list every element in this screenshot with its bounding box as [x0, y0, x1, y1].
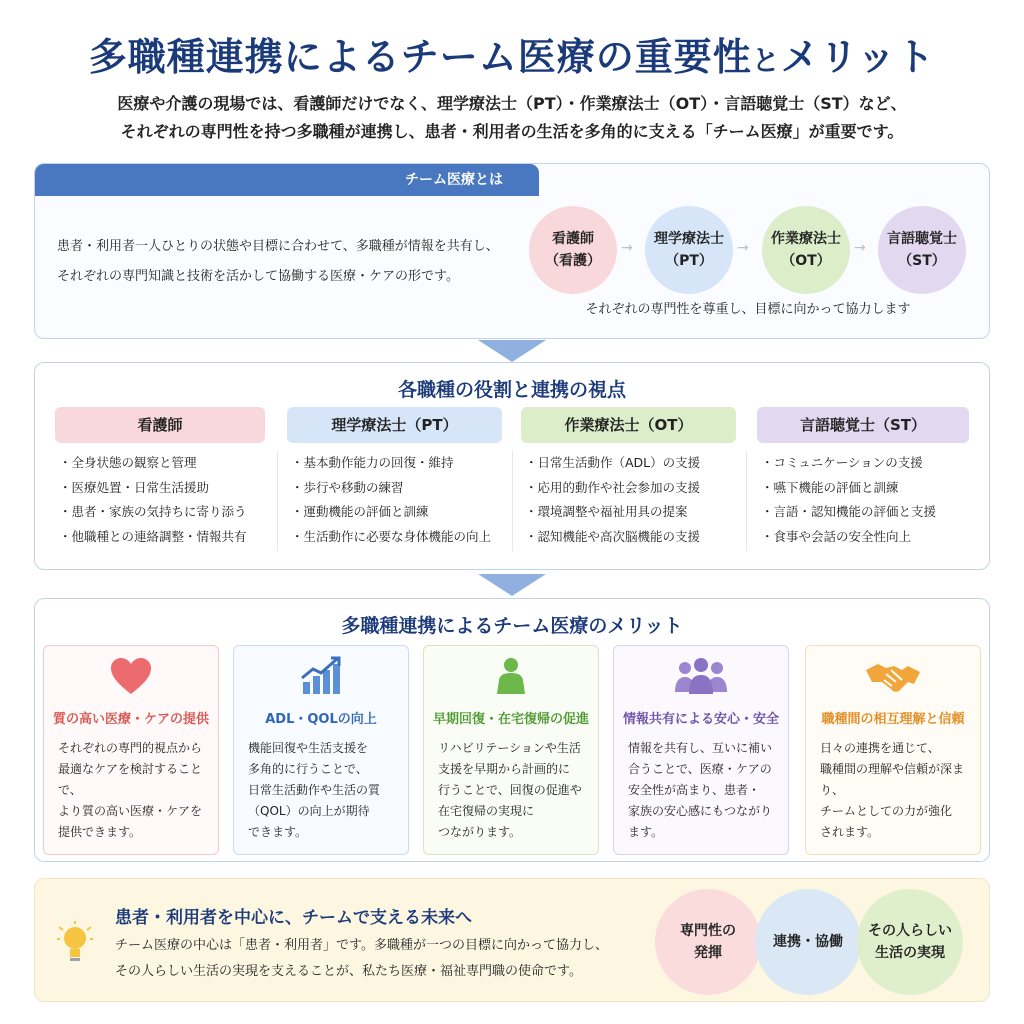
list-item: ・生活動作に必要な身体機能の向上: [291, 528, 492, 544]
merit-title: ADL・QOLの向上: [265, 712, 377, 727]
future-section: [34, 878, 990, 1002]
circle-label: その人らしい: [868, 923, 952, 939]
merit-card-info-sharing: [613, 645, 789, 855]
merit-text: [438, 738, 590, 843]
merit-line: リハビリテーションや生活: [438, 741, 581, 755]
role-list-nurse: [59, 451, 265, 549]
list-item: ・コミュニケーションの支援: [761, 455, 923, 470]
future-title: 患者・利用者を中心に、チームで支える未来へ: [115, 908, 472, 928]
circle-label: 看護師: [552, 231, 594, 247]
intro-text: [40, 90, 984, 146]
merit-line: できます。: [248, 825, 308, 839]
merit-line: 行うことで、回復の促進や: [438, 783, 582, 797]
merits-heading: 多職種連携によるチーム医療のメリット: [341, 615, 683, 637]
page-title: [0, 26, 1024, 81]
arrow-right-icon: →: [621, 240, 633, 256]
column-divider: [277, 451, 278, 551]
list-item: ・基本動作能力の回復・維持: [291, 455, 454, 470]
circle-collaboration: [755, 889, 861, 995]
merit-line: つながります。: [438, 825, 522, 839]
circle-sublabel: 発揮: [694, 945, 722, 961]
circle-pt: [645, 206, 733, 294]
list-item: ・応用的動作や社会参加の支援: [525, 479, 701, 495]
merit-line: 多角的に行うことで、: [248, 762, 368, 776]
circle-st: [878, 206, 966, 294]
merit-line: 最適なケアを検討することで、: [58, 762, 203, 797]
merit-title: 早期回復・在宅復帰の促進: [432, 712, 589, 727]
about-line-1: 患者・利用者一人ひとりの状態や目標に合わせて、多職種が情報を共有し、: [57, 239, 499, 254]
group-icon: [614, 656, 788, 696]
circle-nurse: [529, 206, 617, 294]
merit-line: 安全性が高まり、患者・: [628, 783, 761, 797]
merit-card-early-recovery: [423, 645, 599, 855]
circle-label: 専門性の: [680, 923, 736, 939]
list-item: ・医療処置・日常生活援助: [59, 479, 210, 495]
role-list-ot: [525, 451, 737, 549]
merit-line: ます。: [628, 825, 664, 839]
circle-sublabel: （OT）: [781, 253, 831, 269]
title-connector: と: [751, 44, 781, 77]
section-tab: チーム医療とは: [35, 164, 539, 196]
merit-title: 質の高い医療・ケアの提供: [52, 712, 209, 727]
circle-sublabel: （PT）: [665, 253, 713, 269]
circle-sublabel: （看護）: [545, 253, 601, 269]
about-description: [57, 232, 527, 292]
role-header-nurse: 看護師: [55, 407, 265, 443]
merit-line: （QOL）の向上が期待: [248, 804, 370, 818]
arrow-right-icon: →: [737, 240, 749, 256]
role-header-ot: 作業療法士（OT）: [521, 407, 736, 443]
list-item: ・日常生活動作（ADL）の支援: [525, 455, 701, 470]
list-item: ・全身状態の観察と管理: [59, 455, 197, 470]
circle-self-realization: [857, 889, 963, 995]
heart-icon: [44, 656, 218, 696]
merit-line: 家族の安心感にもつながり: [628, 804, 773, 818]
merit-line: 日常生活動作や生活の質: [248, 783, 381, 797]
merit-line: それぞれの専門的視点から: [58, 741, 203, 755]
person-icon: [424, 656, 598, 696]
role-list-st: [761, 451, 973, 549]
merit-card-quality: [43, 645, 219, 855]
merit-line: 機能回復や生活支援を: [248, 741, 369, 755]
down-arrow-icon: [478, 340, 546, 362]
intro-line-1: 医療や介護の現場では、看護師だけでなく、理学療法士（PT）・作業療法士（OT）・言語聴覚士（ST）など、: [117, 94, 907, 113]
merit-card-adl-qol: [233, 645, 409, 855]
about-note: それぞれの専門性を尊重し、目標に向かって協力します: [585, 302, 911, 317]
merit-line: 職種間の理解や信頼が深まり、: [820, 762, 965, 797]
column-divider: [512, 451, 513, 551]
circle-label: 連携・協働: [773, 934, 843, 950]
circle-label: 作業療法士: [771, 231, 841, 247]
handshake-icon: [806, 656, 980, 696]
list-item: ・他職種との連絡調整・情報共有: [59, 528, 247, 544]
roles-section: [34, 362, 990, 570]
merit-text: [248, 738, 400, 843]
list-item: ・運動機能の評価と訓練: [291, 504, 429, 519]
lightbulb-icon: [57, 921, 93, 969]
merit-line: 日々の連携を通じて、: [820, 741, 940, 755]
circle-label: 理学療法士: [654, 231, 724, 247]
role-header-pt: 理学療法士（PT）: [287, 407, 502, 443]
list-item: ・食事や会話の安全性向上: [761, 528, 912, 544]
chart-icon: [234, 656, 408, 696]
down-arrow-icon: [478, 574, 546, 596]
future-text: [115, 933, 675, 985]
merit-line: 合うことで、医療・ケアの: [628, 762, 772, 776]
future-line-2: その人らしい生活の実現を支えることが、私たち医療・福祉専門職の使命です。: [115, 964, 582, 979]
arrow-right-icon: →: [854, 240, 866, 256]
circle-expertise: [655, 889, 761, 995]
circle-sublabel: （ST）: [898, 253, 946, 269]
list-item: ・歩行や移動の練習: [291, 479, 404, 495]
list-item: ・言語・認知機能の評価と支援: [761, 504, 937, 519]
role-list-pt: [291, 451, 503, 549]
role-header-st: 言語聴覚士（ST）: [757, 407, 969, 443]
circle-ot: [762, 206, 850, 294]
merit-line: チームとしての力が強化: [820, 804, 953, 818]
circle-label: 言語聴覚士: [887, 231, 957, 247]
merit-line: されます。: [820, 825, 880, 839]
list-item: ・認知機能や高次脳機能の支援: [525, 528, 701, 544]
column-divider: [746, 451, 747, 551]
merit-line: 提供できます。: [58, 825, 142, 839]
team-medicine-about-section: [34, 163, 990, 339]
merits-section: [34, 598, 990, 862]
merit-title: 情報共有による安心・安全: [622, 712, 779, 727]
roles-heading: 各職種の役割と連携の視点: [397, 379, 626, 401]
intro-line-2: それぞれの専門性を持つ多職種が連携し、患者・利用者の生活を多角的に支える「チーム医療」が重要です。: [120, 122, 904, 141]
merit-text: [820, 738, 972, 843]
future-line-1: チーム医療の中心は「患者・利用者」です。多職種が一つの目標に向かって協力し、: [115, 938, 608, 953]
circle-sublabel: 生活の実現: [875, 945, 945, 961]
merit-title: 職種間の相互理解と信頼: [821, 712, 965, 727]
merit-line: 在宅復帰の実現に: [438, 804, 535, 818]
merit-line: 情報を共有し、互いに補い: [628, 741, 773, 755]
list-item: ・患者・家族の気持ちに寄り添う: [59, 504, 247, 519]
title-end: メリット: [780, 35, 936, 79]
merit-card-mutual-trust: [805, 645, 981, 855]
merit-text: [628, 738, 780, 843]
merit-line: より質の高い医療・ケアを: [58, 804, 203, 818]
merit-text: [58, 738, 210, 843]
list-item: ・環境調整や福祉用具の提案: [525, 504, 688, 519]
merit-line: 支援を早期から計画的に: [438, 762, 571, 776]
list-item: ・嚥下機能の評価と訓練: [761, 479, 899, 495]
title-main: 多職種連携によるチーム医療の重要性: [88, 35, 752, 79]
about-line-2: それぞれの専門知識と技術を活かして協働する医療・ケアの形です。: [57, 269, 459, 284]
